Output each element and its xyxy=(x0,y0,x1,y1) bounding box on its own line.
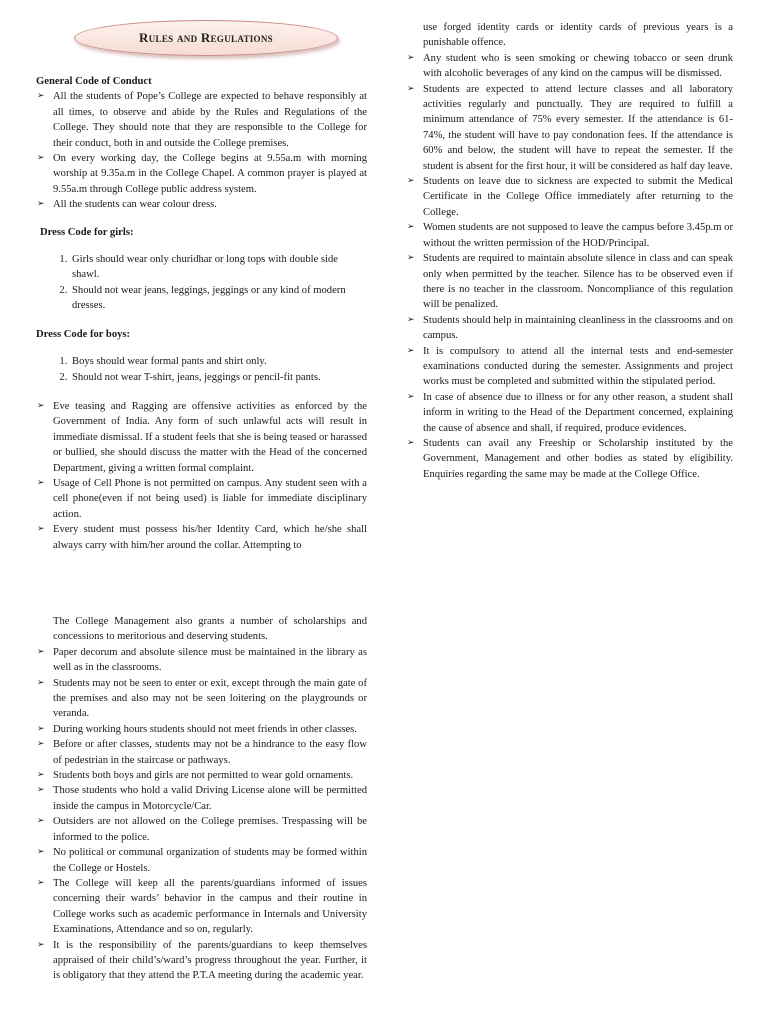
rule-item: ➢ Students are required to maintain absolute silence in class and can speak only when permitted by the teacher. Silence has to be observed even if there is no teacher in the classroom. Noncompliance of this regulation will be penalized. xyxy=(406,251,733,313)
rule-item: ➢ During working hours students should not meet friends in other classes. xyxy=(36,722,367,737)
rule-item: ➢ Students both boys and girls are not permitted to wear gold ornaments. xyxy=(36,768,367,783)
campus-rules-list xyxy=(36,645,367,984)
rule-item: ➢ Eve teasing and Ragging are offensive activities as enforced by the Government of India. Any form of such unlawful acts will result in immediate dismissal. If a student feels that she is being teased or harassed or bullied, she should discuss the matter with the Head of the concerned Department, giving a written formal complaint. xyxy=(36,399,367,476)
rule-item: ➢ Women students are not supposed to leave the campus before 3.45p.m or without the written permission of the HOD/Principal. xyxy=(406,220,733,251)
boys-dress-item: 2. Should not wear T-shirt, jeans, jeggings or pencil-fit pants. xyxy=(70,370,367,385)
rule-item: ➢ Paper decorum and absolute silence must be maintained in the library as well as in the classrooms. xyxy=(36,645,367,676)
left-column-bottom xyxy=(36,614,367,984)
right-rules-list xyxy=(406,51,733,482)
title-banner xyxy=(74,20,338,56)
rule-item: ➢ No political or communal organization of students may be formed within the College or Hostels. xyxy=(36,845,367,876)
rule-item: ➢ Any student who is seen smoking or chewing tobacco or seen drunk with alcoholic beverages of any kind on the campus will be dismissed. xyxy=(406,51,733,82)
boys-dress-list xyxy=(36,354,367,385)
rule-item: ➢ Every student must possess his/her Identity Card, which he/she shall always carry with him/her around the collar. Attempting to xyxy=(36,522,367,553)
rule-item: ➢ Students can avail any Freeship or Scholarship instituted by the Government, Management and other bodies as stated by eligibility. Enquiries regarding the same may be made at the College Office. xyxy=(406,436,733,482)
rule-item: ➢ Students are expected to attend lecture classes and all laboratory activities regularly and punctually. They are required to fulfill a minimum attendance of 75% every semester. If the attendance is 61-74%, the student will have to pay condonation fees. If the attendance is 60% and below, the student will have to repeat the semester. If the student is absent for the first hour, it will be considered as half day leave. xyxy=(406,82,733,174)
rule-item: ➢ It is the responsibility of the parents/guardians to keep themselves appraised of their child’s/ward’s progress throughout the year. Further, it is obligatory that they attend the P.T.A meeting during the academic year. xyxy=(36,938,367,984)
rule-item: ➢ Usage of Cell Phone is not permitted on campus. Any student seen with a cell phone(even if not being used) is liable for immediate disciplinary action. xyxy=(36,476,367,522)
general-heading: General Code of Conduct xyxy=(36,76,152,87)
rule-item: ➢ In case of absence due to illness or for any other reason, a student shall inform in writing to the Head of the Department concerned, explaining the cause of absence and shall, if required, produce evidences. xyxy=(406,390,733,436)
boys-dress-heading: Dress Code for boys: xyxy=(36,328,131,340)
rule-item: ➢ It is compulsory to attend all the internal tests and end-semester examinations conducted during the semester. Assignments and project works must be completed and submitted within the stipulated period. xyxy=(406,344,733,390)
rule-item: ➢ The College will keep all the parents/guardians informed of issues concerning their wards’ behavior in the campus and their routine in College works such as academic performance in Internals and University Examinations, Attendance and so on, regularly. xyxy=(36,876,367,938)
rule-item: ➢ Students may not be seen to enter or exit, except through the main gate of the premises and also may not be seen loitering on the playgrounds or veranda. xyxy=(36,676,367,722)
scholarship-intro: The College Management also grants a number of scholarships and concessions to meritorious and deserving students. xyxy=(53,616,367,643)
general-item: ➢ On every working day, the College begins at 9.55a.m with morning worship at 9.35a.m in the College Chapel. A common prayer is played at 9.55a.m through College public address system. xyxy=(36,151,367,197)
left-column-top xyxy=(36,74,367,553)
rule-continuation: use forged identity cards or identity cards of previous years is a punishable offence. xyxy=(423,22,733,49)
girls-dress-list xyxy=(36,252,367,314)
general-item: ➢ All the students of Pope’s College are expected to behave responsibly at all times, to observe and abide by the Rules and Regulations of the College. They should note that they are responsible to the College for their conduct, both in and outside the College premises. xyxy=(36,89,367,151)
rule-item: ➢ Students should help in maintaining cleanliness in the classrooms and on campus. xyxy=(406,313,733,344)
girls-dress-item: 1. Girls should wear only churidhar or long tops with double side shawl. xyxy=(70,252,367,283)
girls-dress-heading: Dress Code for girls: xyxy=(40,226,134,238)
right-column xyxy=(406,20,733,482)
page-title: Rules and Regulations xyxy=(139,30,273,46)
boys-dress-item: 1. Boys should wear formal pants and shirt only. xyxy=(70,354,367,369)
general-item: ➢ All the students can wear colour dress. xyxy=(36,197,367,212)
general-list xyxy=(36,89,367,212)
conduct-rules-list xyxy=(36,399,367,553)
rule-item: ➢ Before or after classes, students may not be a hindrance to the easy flow of pedestrian in the staircase or pathways. xyxy=(36,737,367,768)
rule-item: ➢ Students on leave due to sickness are expected to submit the Medical Certificate in the College Office immediately after returning to the College. xyxy=(406,174,733,220)
girls-dress-item: 2. Should not wear jeans, leggings, jeggings or any kind of modern dresses. xyxy=(70,283,367,314)
rule-item: ➢ Outsiders are not allowed on the College premises. Trespassing will be informed to the police. xyxy=(36,814,367,845)
rule-item: ➢ Those students who hold a valid Driving License alone will be permitted inside the campus in Motorcycle/Car. xyxy=(36,783,367,814)
